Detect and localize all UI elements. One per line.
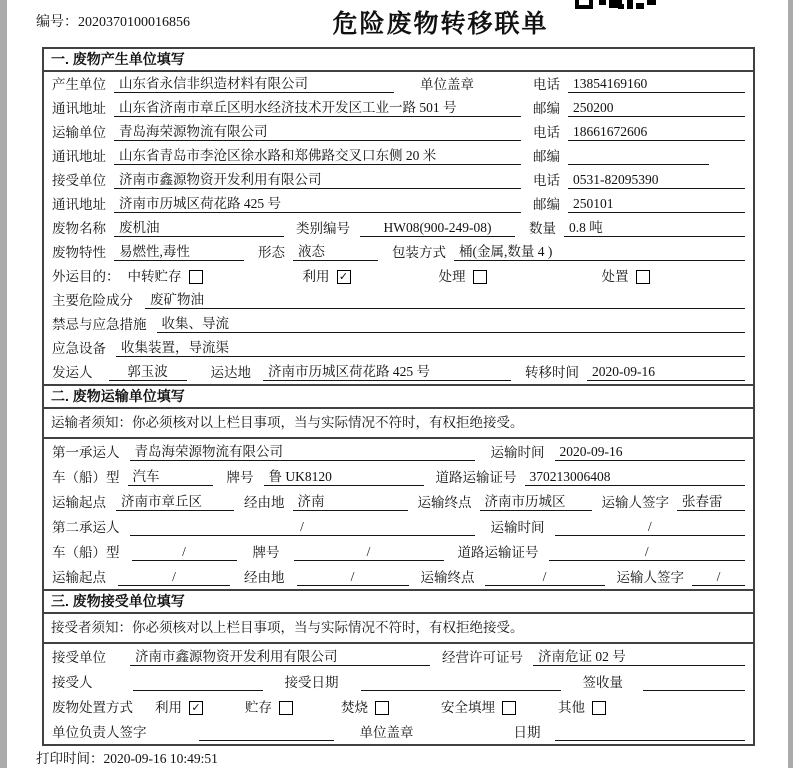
receiver-row: [44, 168, 753, 192]
receive-person-row: [44, 669, 753, 694]
transporter-address-label: 通讯地址: [52, 149, 106, 164]
checkbox-treat: [473, 270, 487, 284]
purpose-option-treat: [439, 268, 487, 285]
section3-title: 三. 废物接受单位填写: [44, 591, 753, 614]
qr-code-fragment-icon: [575, 0, 657, 10]
plate2-value: /: [294, 543, 444, 561]
seal-date-label: 日期: [513, 725, 541, 740]
serial-number: 2020370100016856: [78, 15, 190, 30]
disposal-utilize-label: 利用: [155, 700, 182, 715]
main-hazard-row: [44, 288, 753, 312]
receiver-zip-label: 邮编: [533, 197, 560, 212]
checkbox-disposal-incineration: [375, 701, 389, 715]
waste-qty-label: 数量: [529, 221, 556, 236]
packing-value: 桶(金属,数量 4 ): [454, 243, 745, 261]
waste-character-label: 废物特性: [52, 245, 106, 260]
disposal-incineration-label: 焚烧: [341, 700, 368, 715]
transport-time1-value: 2020-09-16: [555, 443, 746, 461]
purpose-option-dispose: [602, 268, 650, 285]
route1-end-value: 济南市历城区: [480, 493, 592, 511]
producer-value: 山东省永信非织造材料有限公司: [114, 75, 394, 93]
disposal-option-landfill: [441, 699, 516, 716]
transporter-address-row: [44, 144, 753, 168]
print-time-line: [36, 747, 218, 767]
transporter-phone-value: 18661672606: [568, 123, 745, 141]
section-transporter: [44, 384, 753, 589]
route1-row: [44, 489, 753, 514]
receive-person-label: 接受人: [52, 675, 93, 690]
section-receiver: [44, 589, 753, 744]
plate2-label: 牌号: [252, 545, 280, 560]
transport-time2-value: /: [555, 518, 746, 536]
emergency-equipment-row: [44, 336, 753, 360]
dispatcher-value: 郭玉波: [109, 363, 187, 381]
serial-label: 编号：: [36, 15, 78, 30]
vehicle2-row: [44, 539, 753, 564]
checkbox-dispose: [636, 270, 650, 284]
road-license2-value: /: [549, 543, 746, 561]
second-carrier-row: [44, 514, 753, 539]
transporter-zip-label: 邮编: [533, 149, 560, 164]
purpose-dispose-label: 处置: [601, 269, 629, 284]
section1-title: 一. 废物产生单位填写: [44, 49, 753, 72]
route2-start-label: 运输起点: [52, 570, 106, 585]
route1-sign-label: 运输人签字: [601, 495, 669, 510]
unit-seal-label: 单位盖章: [359, 725, 414, 740]
receiver-address-label: 通讯地址: [52, 197, 106, 212]
transporter-value: 青岛海荣源物流有限公司: [114, 123, 521, 141]
disposal-other-label: 其他: [558, 700, 585, 715]
route2-via-label: 经由地: [244, 570, 285, 585]
first-carrier-label: 第一承运人: [52, 445, 120, 460]
road-license1-value: 370213006408: [525, 468, 746, 486]
purpose-treat-label: 处理: [438, 269, 466, 284]
print-time-value: 2020-09-16 10:49:51: [103, 751, 218, 766]
receive-date-value: [361, 675, 561, 691]
emergency-equipment-label: 应急设备: [52, 341, 106, 356]
checkbox-disposal-utilize: ✓: [189, 701, 203, 715]
taboo-row: [44, 312, 753, 336]
route2-start-value: /: [118, 568, 230, 586]
purpose-transfer-storage-label: 中转贮存: [127, 269, 182, 284]
transporter-address-value: 山东省青岛市李沧区徐水路和郑佛路交叉口东侧 20 米: [114, 147, 521, 165]
section-producer: [44, 49, 753, 384]
disposal-method-label: 废物处置方式: [52, 700, 133, 715]
vehicle2-label: 车（船）型: [52, 545, 120, 560]
plate1-label: 牌号: [226, 470, 254, 485]
checkbox-transfer-storage: [189, 270, 203, 284]
first-carrier-row: [44, 439, 753, 464]
responsible-signature-label: 单位负责人签字: [52, 725, 147, 740]
route1-via-label: 经由地: [244, 495, 285, 510]
route1-start-value: 济南市章丘区: [116, 493, 234, 511]
transfer-time-value: 2020-09-16: [587, 363, 745, 381]
transporter-zip-value: [568, 149, 709, 165]
waste-name-row: [44, 216, 753, 240]
route1-via-value: 济南: [293, 493, 408, 511]
producer-zip-value: 250200: [568, 99, 745, 117]
page-edge-left: [0, 0, 7, 768]
route1-start-label: 运输起点: [52, 495, 106, 510]
route2-sign-label: 运输人签字: [616, 570, 684, 585]
purpose-utilize-label: 利用: [302, 269, 330, 284]
main-hazard-value: 废矿物油: [145, 291, 745, 309]
taboo-value: 收集、导流: [157, 315, 746, 333]
responsible-signature-value: [199, 725, 334, 741]
checkbox-disposal-landfill: [502, 701, 516, 715]
transport-time2-label: 运输时间: [490, 520, 545, 535]
transporter-label: 运输单位: [52, 125, 106, 140]
route2-row: [44, 564, 753, 589]
producer-address-value: 山东省济南市章丘区明水经济技术开发区工业一路 501 号: [114, 99, 521, 117]
section2-title: 二. 废物运输单位填写: [44, 386, 753, 409]
vehicle1-value: 汽车: [128, 468, 213, 486]
operating-license-value: 济南危证 02 号: [533, 648, 745, 666]
receive-unit-label: 接受单位: [52, 650, 106, 665]
transporter-notice: 运输者须知：你必须核对以上栏目事项，当与实际情况不符时，有权拒绝接受。: [44, 409, 753, 439]
receiver-zip-group: [533, 195, 745, 213]
road-license1-label: 道路运输证号: [435, 470, 517, 485]
packing-label: 包装方式: [392, 245, 446, 260]
second-carrier-value: /: [130, 518, 475, 536]
second-carrier-label: 第二承运人: [52, 520, 120, 535]
signed-quantity-label: 签收量: [582, 675, 623, 690]
waste-code-value: HW08(900-249-08): [360, 219, 515, 237]
page-title: 危险废物转移联单: [332, 10, 549, 38]
receiver-phone-group: [533, 171, 745, 189]
waste-form-value: 液态: [293, 243, 378, 261]
producer-row: [44, 72, 753, 96]
vehicle1-row: [44, 464, 753, 489]
producer-address-row: [44, 96, 753, 120]
waste-qty-value: 0.8 吨: [564, 219, 745, 237]
route2-via-value: /: [297, 568, 409, 586]
plate1-value: 鲁 UK8120: [264, 468, 424, 486]
receive-unit-value: 济南市鑫源物资开发利用有限公司: [130, 648, 430, 666]
transport-time1-label: 运输时间: [490, 445, 545, 460]
first-carrier-value: 青岛海荣源物流有限公司: [130, 443, 475, 461]
disposal-storage-label: 贮存: [245, 700, 272, 715]
producer-phone-value: 13854169160: [568, 75, 745, 93]
main-hazard-label: 主要危险成分: [52, 293, 133, 308]
route1-sign-value: 张春雷: [677, 493, 745, 511]
producer-zip-group: [533, 99, 745, 117]
print-time-label: 打印时间：: [36, 751, 104, 766]
transporter-phone-group: [533, 123, 745, 141]
transporter-phone-label: 电话: [533, 125, 560, 140]
purpose-option-utilize: [303, 268, 351, 285]
page-edge-right: [788, 0, 793, 768]
producer-phone-group: [533, 75, 745, 93]
dispatch-row: [44, 360, 753, 384]
signature-row: [44, 719, 753, 744]
receiver-notice: 接受者须知：你必须核对以上栏目事项，当与实际情况不符时，有权拒绝接受。: [44, 614, 753, 644]
disposal-landfill-label: 安全填埋: [441, 700, 495, 715]
producer-phone-label: 电话: [533, 77, 560, 92]
receiver-address-value: 济南市历城区荷花路 425 号: [114, 195, 521, 213]
disposal-option-utilize: [155, 699, 203, 716]
receive-date-label: 接受日期: [284, 675, 339, 690]
destination-label: 运达地: [210, 365, 251, 380]
road-license2-label: 道路运输证号: [457, 545, 539, 560]
receiver-label: 接受单位: [52, 173, 106, 188]
receiver-address-row: [44, 192, 753, 216]
taboo-label: 禁忌与应急措施: [52, 317, 147, 332]
route2-end-label: 运输终点: [420, 570, 475, 585]
producer-zip-label: 邮编: [533, 101, 560, 116]
checkbox-disposal-other: [592, 701, 606, 715]
checkbox-disposal-storage: [279, 701, 293, 715]
disposal-option-incineration: [341, 699, 389, 716]
destination-value: 济南市历城区荷花路 425 号: [263, 363, 511, 381]
vehicle2-value: /: [132, 543, 237, 561]
operating-license-label: 经营许可证号: [442, 650, 523, 665]
receive-person-value: [133, 675, 263, 691]
transfer-form: [42, 47, 755, 746]
outbound-purpose-row: [44, 264, 753, 288]
dispatcher-label: 发运人: [52, 365, 93, 380]
seal-date-value: [555, 725, 746, 741]
transporter-zip-group: [533, 148, 745, 165]
waste-name-value: 废机油: [114, 219, 284, 237]
receiver-phone-value: 0531-82095390: [568, 171, 745, 189]
route2-sign-value: /: [692, 568, 745, 586]
route1-end-label: 运输终点: [417, 495, 472, 510]
signed-quantity-value: [643, 675, 745, 691]
checkbox-utilize: ✓: [337, 270, 351, 284]
producer-address-label: 通讯地址: [52, 101, 106, 116]
emergency-equipment-value: 收集装置，导流渠: [116, 339, 745, 357]
receiver-phone-label: 电话: [533, 173, 560, 188]
receiver-zip-value: 250101: [568, 195, 745, 213]
producer-seal-label: 单位盖章: [420, 77, 474, 92]
vehicle1-label: 车（船）型: [52, 470, 120, 485]
disposal-option-other: [558, 699, 606, 716]
transfer-time-label: 转移时间: [525, 365, 579, 380]
waste-character-value: 易燃性,毒性: [114, 243, 244, 261]
receiver-value: 济南市鑫源物资开发利用有限公司: [114, 171, 521, 189]
waste-code-label: 类别编号: [296, 221, 350, 236]
route2-end-value: /: [485, 568, 605, 586]
outbound-purpose-label: 外运目的：: [52, 269, 120, 284]
purpose-option-transfer-storage: [128, 268, 203, 285]
transporter-row: [44, 120, 753, 144]
waste-name-label: 废物名称: [52, 221, 106, 236]
disposal-method-row: [44, 694, 753, 719]
waste-character-row: [44, 240, 753, 264]
producer-label: 产生单位: [52, 77, 106, 92]
disposal-option-storage: [245, 699, 293, 716]
receive-unit-row: [44, 644, 753, 669]
waste-form-label: 形态: [258, 245, 285, 260]
